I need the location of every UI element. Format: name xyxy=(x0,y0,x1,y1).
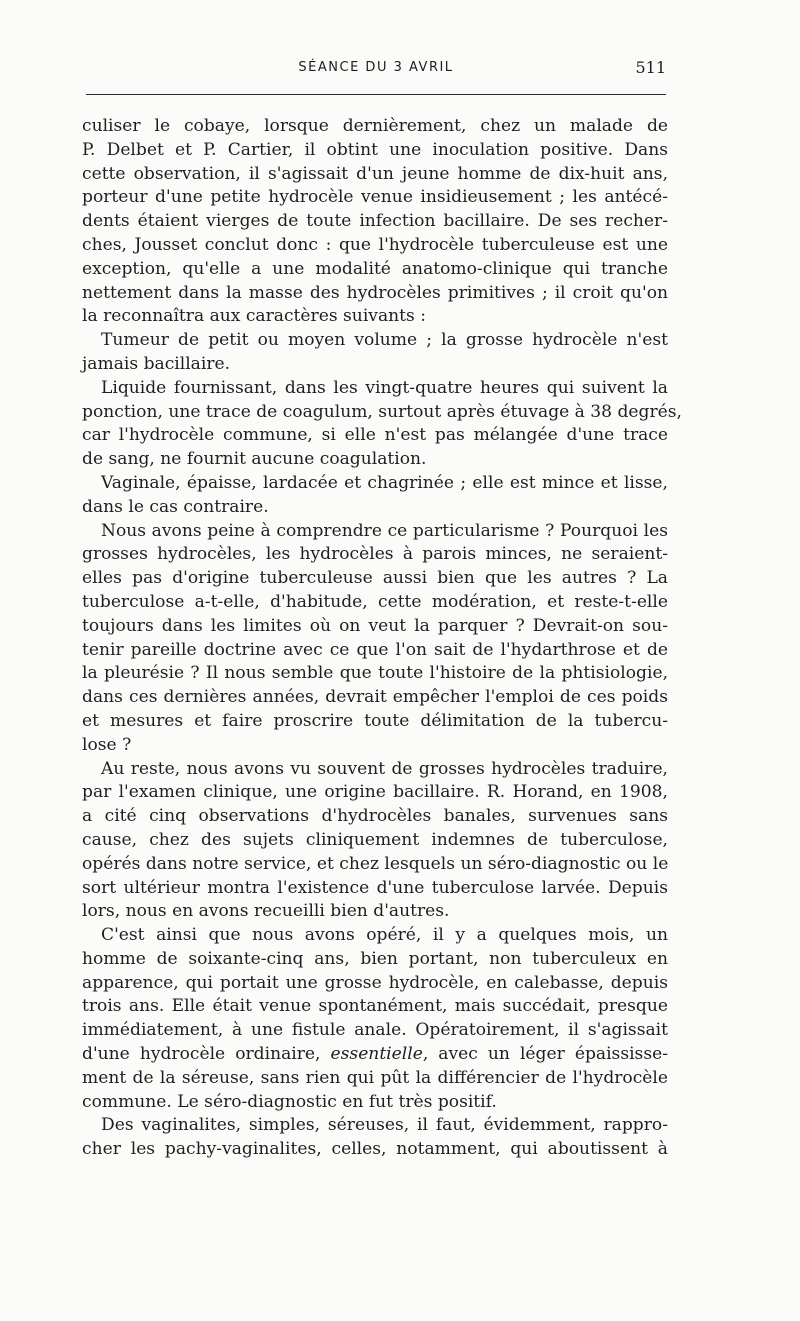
text-line: culiser le cobaye, lorsque dernièrement, chez un malade de xyxy=(82,116,668,136)
text-line: dents étaient vierges de toute infection bacillaire. De ses recher- xyxy=(82,211,668,232)
text-line: Des vaginalites, simples, séreuses, il faut, évidemment, rappro- xyxy=(101,1115,668,1136)
text-line: cette observation, il s'agissait d'un jeune homme de dix-huit ans, xyxy=(82,163,668,184)
paragraph xyxy=(82,1114,668,1162)
text-line: Tumeur de petit ou moyen volume ; la grosse hydrocèle n'est xyxy=(101,330,668,351)
text-line: tenir pareille doctrine avec ce que l'on sait de l'hydarthrose et de xyxy=(82,639,668,660)
text-line: exception, qu'elle a une modalité anatomo-clinique qui tranche xyxy=(82,258,668,279)
paragraph xyxy=(82,520,668,758)
text-line: Au reste, nous avons vu souvent de grosses hydrocèles traduire, xyxy=(101,758,668,779)
text-line: nettement dans la masse des hydrocèles primitives ; il croit qu'on xyxy=(82,282,668,303)
text-line: commune. Le séro-diagnostic en fut très positif. xyxy=(82,1091,497,1112)
text-line: ment de la séreuse, sans rien qui pût la différencier de l'hydrocèle xyxy=(82,1067,668,1088)
text-line: lose ? xyxy=(82,734,132,755)
text-line: Liquide fournissant, dans les vingt-quatre heures qui suivent la xyxy=(101,377,668,398)
text-line: homme de soixante-cinq ans, bien portant, non tuberculeux en xyxy=(82,948,668,969)
text-line: par l'examen clinique, une origine bacillaire. R. Horand, en 1908, xyxy=(82,782,668,803)
text-line: toujours dans les limites où on veut la parquer ? Devrait-on sou- xyxy=(82,615,668,636)
page-number: 511 xyxy=(635,58,666,77)
text-line: elles pas d'origine tuberculeuse aussi bien que les autres ? La xyxy=(82,568,668,589)
text-line: car l'hydrocèle commune, si elle n'est pas mélangée d'une trace xyxy=(82,425,668,446)
page-header xyxy=(86,56,666,86)
paragraph xyxy=(82,115,668,329)
text-line: lors, nous en avons recueilli bien d'autres. xyxy=(82,901,450,922)
text-line: Nous avons peine à comprendre ce particularisme ? Pourquoi les xyxy=(101,520,668,541)
italic-term: essentielle xyxy=(330,1044,423,1065)
text-line: dans ces dernières années, devrait empêcher l'emploi de ces poids xyxy=(82,687,668,708)
text-line: jamais bacillaire. xyxy=(82,353,231,374)
body-text xyxy=(82,115,682,1162)
header-rule xyxy=(86,94,666,95)
text-line: tuberculose a-t-elle, d'habitude, cette modération, et reste-t-elle xyxy=(82,591,668,612)
text-line: apparence, qui portait une grosse hydrocèle, en calebasse, depuis xyxy=(82,972,668,993)
text-line: sort ultérieur montra l'existence d'une tuberculose larvée. Depuis xyxy=(82,877,668,898)
text-line: la pleurésie ? Il nous semble que toute l'histoire de la phtisiologie, xyxy=(82,663,668,684)
text-line: a cité cinq observations d'hydrocèles banales, survenues sans xyxy=(82,806,668,827)
running-title: SÉANCE DU 3 AVRIL xyxy=(298,60,454,75)
text-line: cause, chez des sujets cliniquement indemnes de tuberculose, xyxy=(82,829,668,850)
text-line: ponction, une trace de coagulum, surtout après étuvage à 38 degrés, xyxy=(82,401,682,422)
paragraph xyxy=(82,377,682,472)
paragraph xyxy=(82,472,668,520)
paragraph xyxy=(82,329,668,377)
text-line: Vaginale, épaisse, lardacée et chagrinée ; elle est mince et lisse, xyxy=(101,472,668,493)
text-line: opérés dans notre service, et chez lesquels un séro-diagnostic ou le xyxy=(82,853,669,874)
text-line: porteur d'une petite hydrocèle venue insidieusement ; les antécé- xyxy=(82,187,668,208)
text-line: grosses hydrocèles, les hydrocèles à parois minces, ne seraient- xyxy=(82,544,668,565)
text-line: d'une hydrocèle ordinaire, essentielle, avec un léger épaississe- xyxy=(82,1044,668,1065)
paragraph xyxy=(82,758,668,925)
text-line: de sang, ne fournit aucune coagulation. xyxy=(82,449,427,470)
text-line: immédiatement, à une fistule anale. Opératoirement, il s'agissait xyxy=(82,1020,668,1041)
text-line: C'est ainsi que nous avons opéré, il y a quelques mois, un xyxy=(101,925,668,946)
text-line: trois ans. Elle était venue spontanément, mais succédait, presque xyxy=(82,996,668,1017)
text-line: dans le cas contraire. xyxy=(82,496,269,517)
text-line: cher les pachy-vaginalites, celles, notamment, qui aboutissent à xyxy=(82,1139,668,1160)
text-line: ches, Jousset conclut donc : que l'hydrocèle tuberculeuse est une xyxy=(82,234,668,255)
text-line: P. Delbet et P. Cartier, il obtint une inoculation positive. Dans xyxy=(82,139,668,160)
text-line: la reconnaîtra aux caractères suivants : xyxy=(82,306,426,327)
text-line: et mesures et faire proscrire toute délimitation de la tubercu- xyxy=(82,710,668,731)
paragraph xyxy=(82,924,668,1114)
